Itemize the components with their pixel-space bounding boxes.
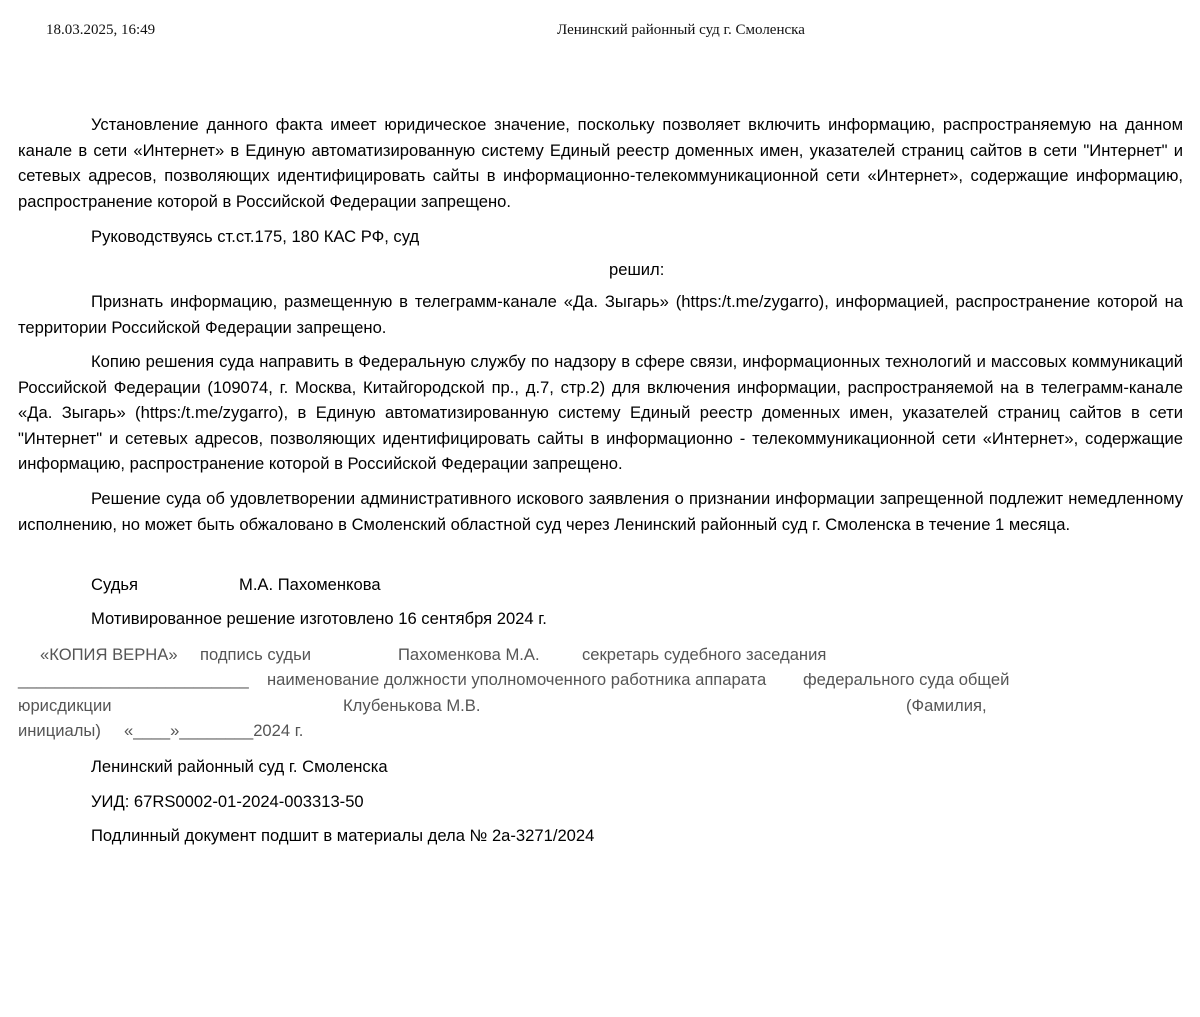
footer-court-name: Ленинский районный суд г. Смоленска — [91, 757, 388, 776]
initials-hint: инициалы) — [18, 721, 101, 740]
date-blank: «____»________2024 г. — [124, 721, 304, 740]
copy-true-stamp: «КОПИЯ ВЕРНА» — [40, 645, 178, 664]
case-number: Подлинный документ подшит в материалы дела № 2а-3271/2024 — [91, 826, 595, 845]
paragraph-send-copy: Копию решения суда направить в Федеральную службу по надзору в сфере связи, информационных технологий и массовых коммуникаций Российской Федерации (109074, г. Москва, Китайгородской пр., д.7, стр.2) для включения информации, распространяемой на в телеграмм-канале «Да. Зыгарь» (https:/t.me/zygarro), в Единую автоматизированную систему Единый реестр доменных имен, указателей страниц сайтов в сети "Интернет" и сетевых адресов, позволяющих идентифицировать сайты в информационно - телекоммуникационной сети «Интернет», содержащие информацию, распространение которой в Российской Федерации запрещено. — [18, 352, 1183, 474]
surname-hint: (Фамилия, — [906, 696, 987, 715]
reasoned-decision-date: Мотивированное решение изготовлено 16 сентября 2024 г. — [91, 609, 547, 628]
judge-signature-label: подпись судьи — [200, 645, 311, 664]
jurisdiction-text: юрисдикции — [18, 696, 112, 715]
federal-court-text: федерального суда общей — [803, 670, 1010, 689]
uid-number: УИД: 67RS0002-01-2024-003313-50 — [91, 792, 364, 811]
judge-label: Судья — [91, 575, 139, 594]
signature-underline: _________________________ — [18, 670, 249, 689]
judge-name: М.А. Пахоменкова — [239, 575, 381, 594]
secretary-title: секретарь судебного заседания — [582, 645, 827, 664]
decided-heading: решил: — [609, 260, 665, 279]
cert-judge-name: Пахоменкова М.А. — [398, 645, 540, 664]
paragraph-recognize-info: Признать информацию, размещенную в телеграмм-канале «Да. Зыгарь» (https:/t.me/zygarro), информацией, распространение которой на территории Российской Федерации запрещено. — [18, 292, 1183, 337]
paragraph-legal-significance: Установление данного факта имеет юридическое значение, поскольку позволяет включить информацию, распространяемую на данном канале в сети «Интернет» в Единую автоматизированную систему Единый реестр доменных имен, указателей страниц сайтов в сети "Интернет" и сетевых адресов, позволяющих идентифицировать сайты в информационно-телекоммуникационной сети «Интернет», содержащие информацию, распространение которой в Российской Федерации запрещено. — [18, 115, 1183, 211]
paragraph-guided-by: Руководствуясь ст.ст.175, 180 КАС РФ, суд — [91, 227, 420, 246]
paragraph-execution: Решение суда об удовлетворении административного искового заявления о признании информации запрещенной подлежит немедленному исполнению, но может быть обжаловано в Смоленский областной суд через Ленинский районный суд г. Смоленска в течение 1 месяца. — [18, 489, 1183, 534]
print-date: 18.03.2025, 16:49 — [46, 22, 156, 38]
header-court-name: Ленинский районный суд г. Смоленска — [557, 22, 805, 38]
secretary-name: Клубенькова М.В. — [343, 696, 481, 715]
position-name-text: наименование должности уполномоченного работника аппарата — [267, 670, 767, 689]
